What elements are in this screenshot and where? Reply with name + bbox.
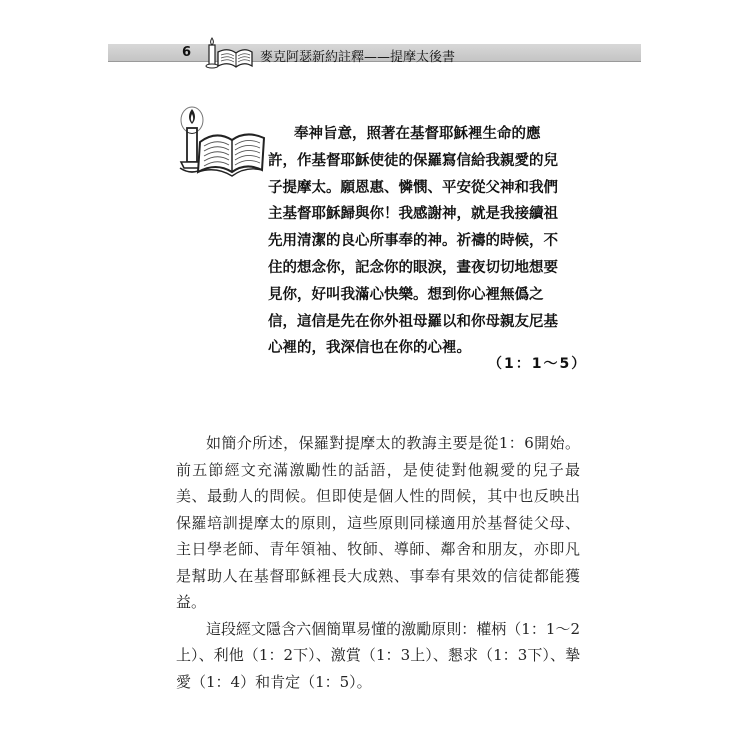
scripture-reference: （1：1～5） bbox=[488, 356, 588, 372]
running-title: 麥克阿瑟新約註釋——提摩太後書 bbox=[260, 50, 456, 65]
page-number: 6 bbox=[182, 45, 192, 60]
scripture-quote-text: 奉神旨意，照著在基督耶穌裡生命的應許，作基督耶穌使徒的保羅寫信給我親愛的兒子提摩太。願恩惠、憐憫、平安從父神和我們主基督耶穌歸與你！我感謝神，就是我接續祖先用清潔的良心所事奉的神。祈禱的時候，不住的想念你，記念你的眼淚，晝夜切切地想要見你，好叫我滿心快樂。想到你心裡無僞之信，這信是先在你外祖母羅以和你母親友尼基心裡的，我深信也在你的心裡。 bbox=[268, 126, 558, 357]
commentary-paragraph-2: 這段經文隱含六個簡單易懂的激勵原則：權柄（1：1～2上）、利他（1：2下）、激賞（1：3上）、懇求（1：3下）、摯愛（1：4）和肯定（1：5）。 bbox=[176, 619, 580, 691]
candle-book-icon bbox=[202, 36, 254, 72]
commentary-paragraph-1: 如簡介所述，保羅對提摩太的教誨主要是從1：6開始。前五節經文充滿激勵性的話語，是使徒對他親愛的兒子最美、最動人的問候。但即使是個人性的問候，其中也反映出保羅培訓提摩太的原則，這些原則同樣適用於基督徒父母、主日學老師、青年領袖、牧師、導師、鄰舍和朋友，亦即凡是幫助人在基督耶穌裡長大成熟、事奉有果效的信徒都能獲益。 bbox=[176, 434, 580, 611]
commentary-body bbox=[176, 430, 580, 695]
scripture-quote bbox=[268, 121, 568, 362]
candle-book-icon bbox=[176, 102, 266, 182]
